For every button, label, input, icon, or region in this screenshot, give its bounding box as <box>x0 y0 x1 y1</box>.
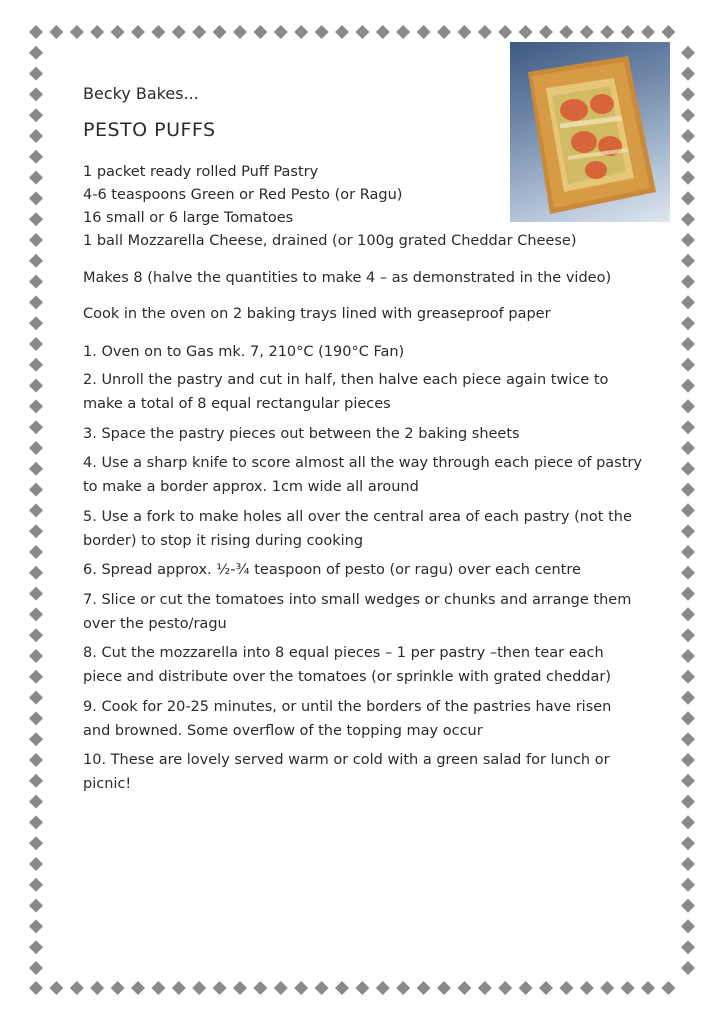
border-diamond <box>29 462 43 476</box>
border-diamond <box>29 774 43 788</box>
border-diamond <box>559 981 573 995</box>
border-diamond <box>681 753 695 767</box>
border-diamond <box>274 25 288 39</box>
border-diamond <box>681 87 695 101</box>
border-diamond <box>457 981 471 995</box>
border-diamond <box>29 441 43 455</box>
method-step: 9. Cook for 20-25 minutes, or until the borders of the pastries have risen and browned. Some overflow of the topping may occur <box>83 699 612 739</box>
border-diamond <box>29 670 43 684</box>
border-diamond <box>661 981 675 995</box>
border-diamond <box>29 566 43 580</box>
border-diamond <box>681 129 695 143</box>
border-diamond <box>151 25 165 39</box>
border-diamond <box>29 815 43 829</box>
border-diamond <box>681 337 695 351</box>
border-diamond <box>151 981 165 995</box>
border-diamond <box>437 981 451 995</box>
border-diamond <box>29 607 43 621</box>
border-diamond <box>29 524 43 538</box>
border-diamond <box>681 379 695 393</box>
border-diamond <box>478 25 492 39</box>
border-diamond <box>681 212 695 226</box>
method-step: 8. Cut the mozzarella into 8 equal pieces – 1 per pastry –then tear each piece and distribute over the tomatoes (or sprinkle with grated cheddar) <box>83 645 612 685</box>
border-diamond <box>681 649 695 663</box>
border-diamond <box>681 919 695 933</box>
border-diamond <box>253 981 267 995</box>
border-diamond <box>355 25 369 39</box>
border-diamond <box>681 961 695 975</box>
border-diamond <box>274 981 288 995</box>
border-diamond <box>498 981 512 995</box>
border-diamond <box>294 25 308 39</box>
border-diamond <box>437 25 451 39</box>
border-diamond <box>498 25 512 39</box>
border-diamond <box>681 295 695 309</box>
border-diamond <box>172 25 186 39</box>
border-diamond <box>681 587 695 601</box>
border-diamond <box>233 25 247 39</box>
border-diamond <box>29 254 43 268</box>
ingredient-item: 1 ball Mozzarella Cheese, drained (or 100g grated Cheddar Cheese) <box>83 233 577 249</box>
border-diamond <box>131 25 145 39</box>
border-diamond <box>681 795 695 809</box>
border-diamond <box>29 295 43 309</box>
ingredient-item: 16 small or 6 large Tomatoes <box>83 210 294 226</box>
border-diamond <box>681 836 695 850</box>
border-diamond <box>213 25 227 39</box>
border-diamond <box>417 25 431 39</box>
border-diamond <box>681 670 695 684</box>
border-diamond <box>213 981 227 995</box>
border-diamond <box>29 483 43 497</box>
border-diamond <box>29 212 43 226</box>
border-diamond <box>600 25 614 39</box>
border-diamond <box>681 46 695 60</box>
border-diamond <box>29 399 43 413</box>
border-diamond <box>70 25 84 39</box>
border-diamond <box>131 981 145 995</box>
border-diamond <box>681 815 695 829</box>
border-diamond <box>355 981 369 995</box>
border-diamond <box>253 25 267 39</box>
border-diamond <box>519 25 533 39</box>
border-diamond <box>29 878 43 892</box>
border-diamond <box>29 420 43 434</box>
border-diamond <box>111 25 125 39</box>
border-diamond <box>681 711 695 725</box>
border-diamond <box>90 981 104 995</box>
border-diamond <box>681 67 695 81</box>
border-diamond <box>49 25 63 39</box>
border-diamond <box>29 25 43 39</box>
method-step: 3. Space the pastry pieces out between the 2 baking sheets <box>83 426 520 442</box>
border-diamond <box>294 981 308 995</box>
border-diamond <box>70 981 84 995</box>
border-diamond <box>29 171 43 185</box>
border-diamond <box>681 254 695 268</box>
border-diamond <box>29 191 43 205</box>
method-step: 7. Slice or cut the tomatoes into small wedges or chunks and arrange them over the pesto/ragu <box>83 592 632 632</box>
border-diamond <box>315 981 329 995</box>
border-diamond <box>681 150 695 164</box>
border-diamond <box>29 628 43 642</box>
border-diamond <box>29 899 43 913</box>
border-diamond <box>661 25 675 39</box>
border-diamond <box>681 171 695 185</box>
recipe-title: PESTO PUFFS <box>83 119 216 141</box>
border-diamond <box>519 981 533 995</box>
border-diamond <box>681 483 695 497</box>
border-diamond <box>621 25 635 39</box>
border-diamond <box>29 919 43 933</box>
border-diamond <box>396 25 410 39</box>
border-diamond <box>681 233 695 247</box>
border-diamond <box>29 753 43 767</box>
yield-note: Makes 8 (halve the quantities to make 4 – as demonstrated in the video) <box>83 270 612 286</box>
border-diamond <box>192 25 206 39</box>
border-diamond <box>681 462 695 476</box>
border-diamond <box>29 503 43 517</box>
border-diamond <box>457 25 471 39</box>
border-diamond <box>29 150 43 164</box>
border-diamond <box>29 46 43 60</box>
border-diamond <box>681 191 695 205</box>
border-diamond <box>29 940 43 954</box>
border-diamond <box>681 275 695 289</box>
border-diamond <box>681 524 695 538</box>
border-diamond <box>681 358 695 372</box>
border-diamond <box>681 691 695 705</box>
border-diamond <box>29 649 43 663</box>
border-diamond <box>29 961 43 975</box>
border-diamond <box>681 399 695 413</box>
border-diamond <box>681 503 695 517</box>
border-diamond <box>29 316 43 330</box>
border-diamond <box>681 108 695 122</box>
ingredient-item: 1 packet ready rolled Puff Pastry <box>83 164 319 180</box>
border-diamond <box>539 25 553 39</box>
border-diamond <box>580 981 594 995</box>
pesto-puff-photo <box>510 42 670 222</box>
border-diamond <box>559 25 573 39</box>
border-diamond <box>681 607 695 621</box>
border-diamond <box>641 25 655 39</box>
border-diamond <box>681 316 695 330</box>
border-diamond <box>90 25 104 39</box>
border-diamond <box>681 774 695 788</box>
border-diamond <box>29 67 43 81</box>
border-diamond <box>641 981 655 995</box>
border-diamond <box>539 981 553 995</box>
border-diamond <box>29 129 43 143</box>
border-diamond <box>681 857 695 871</box>
border-diamond <box>29 233 43 247</box>
border-diamond <box>29 795 43 809</box>
method-step: 2. Unroll the pastry and cut in half, then halve each piece again twice to make a total of 8 equal rectangular pieces <box>83 372 609 412</box>
border-diamond <box>29 587 43 601</box>
border-diamond <box>315 25 329 39</box>
border-diamond <box>478 981 492 995</box>
border-diamond <box>29 711 43 725</box>
border-diamond <box>580 25 594 39</box>
border-diamond <box>681 441 695 455</box>
border-diamond <box>29 275 43 289</box>
border-diamond <box>49 981 63 995</box>
oven-note: Cook in the oven on 2 baking trays lined with greaseproof paper <box>83 306 551 322</box>
brand-heading: Becky Bakes... <box>83 84 199 103</box>
border-diamond <box>29 981 43 995</box>
border-diamond <box>29 87 43 101</box>
border-diamond <box>681 732 695 746</box>
method-step: 5. Use a fork to make holes all over the central area of each pastry (not the border) to stop it rising during cooking <box>83 509 632 549</box>
border-diamond <box>29 545 43 559</box>
border-diamond <box>621 981 635 995</box>
border-diamond <box>396 981 410 995</box>
border-diamond <box>233 981 247 995</box>
ingredient-item: 4-6 teaspoons Green or Red Pesto (or Ragu) <box>83 187 403 203</box>
border-diamond <box>192 981 206 995</box>
border-diamond <box>681 899 695 913</box>
border-diamond <box>172 981 186 995</box>
border-diamond <box>29 836 43 850</box>
border-diamond <box>29 358 43 372</box>
border-diamond <box>29 379 43 393</box>
method-step: 1. Oven on to Gas mk. 7, 210°C (190°C Fan) <box>83 344 405 360</box>
border-diamond <box>681 420 695 434</box>
border-diamond <box>335 25 349 39</box>
border-diamond <box>111 981 125 995</box>
border-diamond <box>29 732 43 746</box>
border-diamond <box>600 981 614 995</box>
border-diamond <box>376 981 390 995</box>
border-diamond <box>681 940 695 954</box>
border-diamond <box>29 857 43 871</box>
method-step: 4. Use a sharp knife to score almost all the way through each piece of pastry to make a border approx. 1cm wide all around <box>83 455 642 495</box>
border-diamond <box>29 108 43 122</box>
border-diamond <box>681 628 695 642</box>
border-diamond <box>417 981 431 995</box>
border-diamond <box>681 566 695 580</box>
border-diamond <box>681 545 695 559</box>
method-step: 10. These are lovely served warm or cold with a green salad for lunch or picnic! <box>83 752 610 792</box>
border-diamond <box>29 337 43 351</box>
border-diamond <box>335 981 349 995</box>
method-step: 6. Spread approx. ½-¾ teaspoon of pesto (or ragu) over each centre <box>83 562 581 578</box>
border-diamond <box>376 25 390 39</box>
border-diamond <box>29 691 43 705</box>
border-diamond <box>681 878 695 892</box>
